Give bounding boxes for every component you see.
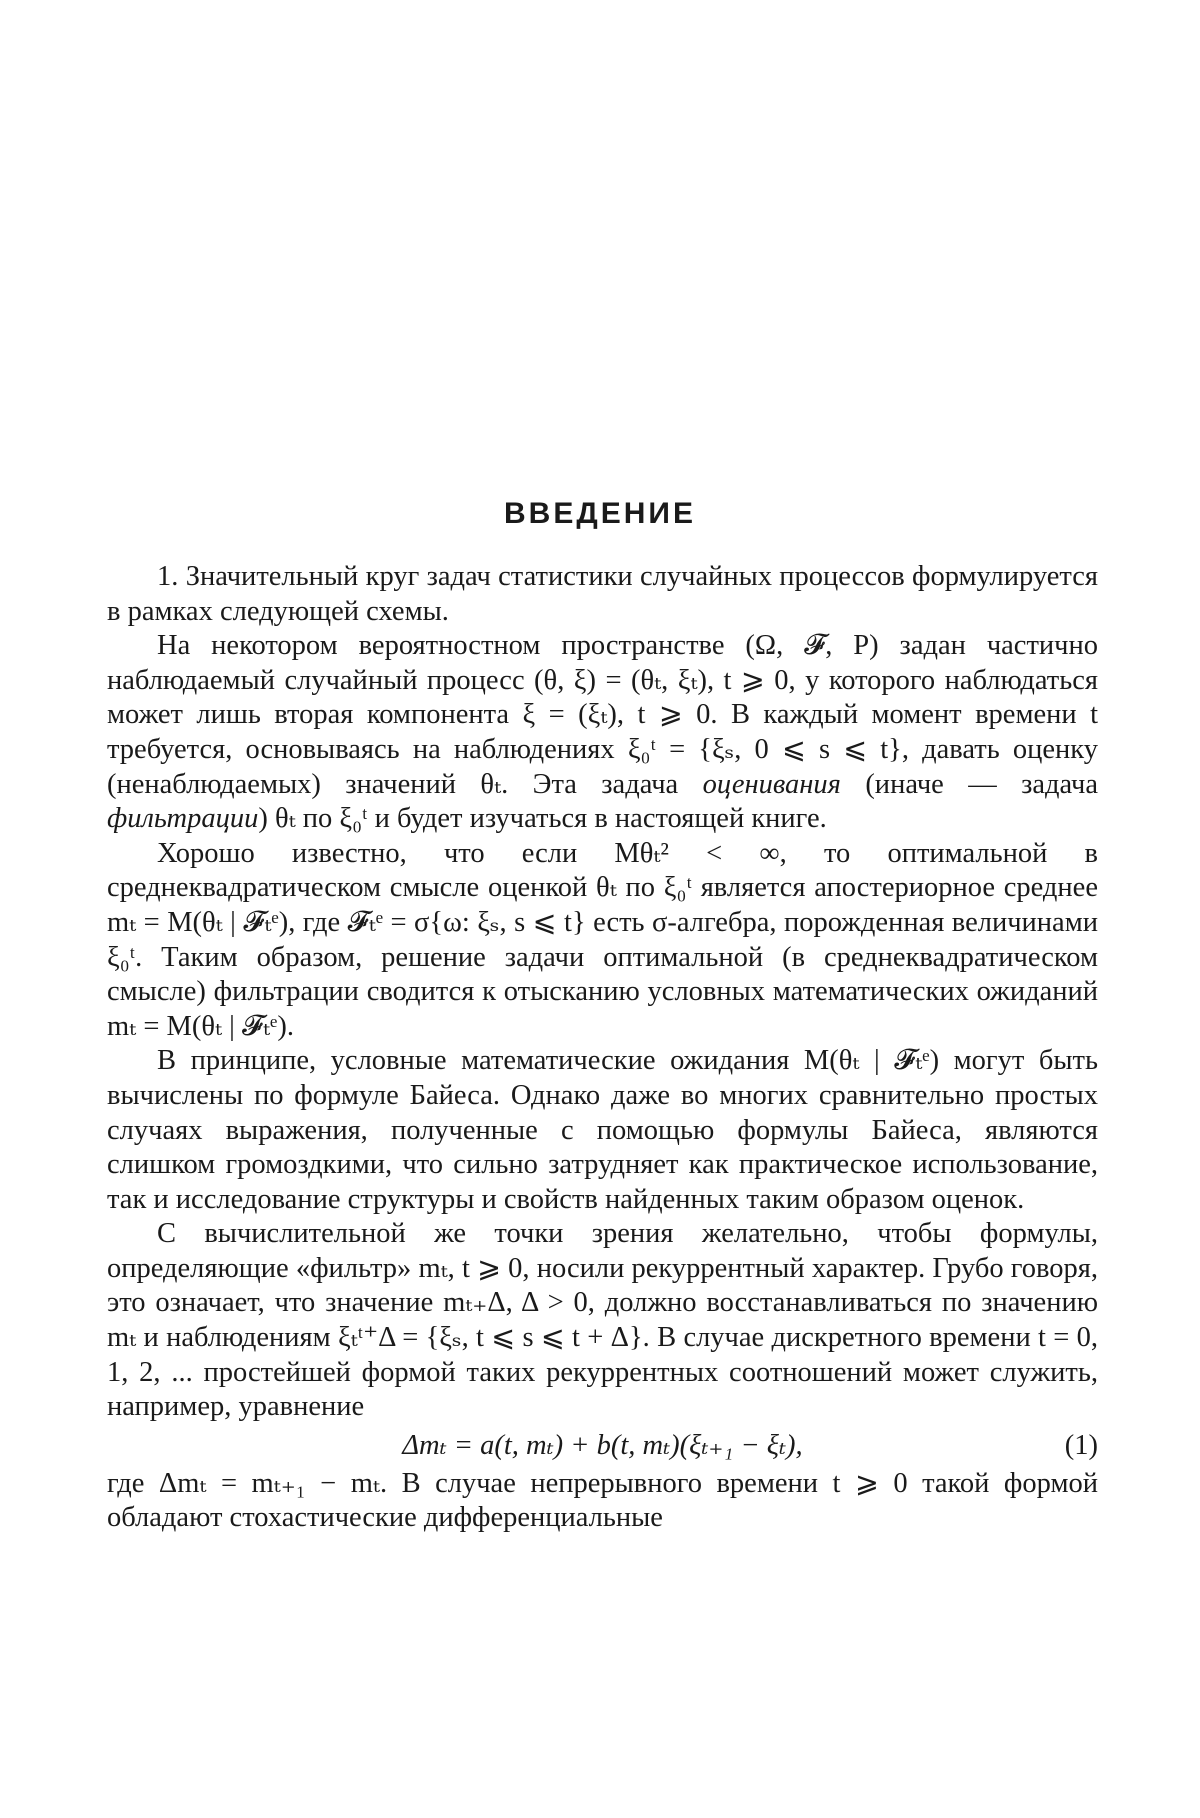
equation-body: Δmₜ = a(t, mₜ) + b(t, mₜ)(ξₜ₊₁ − ξₜ),: [402, 1429, 803, 1461]
paragraph-text: Хорошо известно, что если Mθₜ² < ∞, то оптимальной в среднеквадратическом смысле оценкой θₜ по ξ₀ᵗ является апостериорное среднее mₜ = M(θₜ | 𝓕ₜᵉ), где 𝓕ₜᵉ = σ{ω: ξₛ, s ⩽ t} есть σ-алгебра, порожденная величинами ξ₀ᵗ. Таким образом, решение задачи оптимальной (в среднеквадратическом смысле) фильтрации сводится к отысканию условных математических ожиданий mₜ = M(θₜ | 𝓕ₜᵉ).: [107, 837, 1098, 1042]
paragraph-1: [107, 560, 1098, 629]
paragraph-text: С вычислительной же точки зрения желательно, чтобы формулы, определяющие «фильтр» mₜ, t ⩾ 0, носили рекуррентный характер. Грубо говоря, это означает, что значение mₜ₊Δ, Δ > 0, должно восстанавливаться по значению mₜ и наблюдениям ξₜᵗ⁺Δ = {ξₛ, t ⩽ s ⩽ t + Δ}. В случае дискретного времени t = 0, 1, 2, ... простейшей формой таких рекуррентных соотношений может служить, например, уравнение: [107, 1218, 1098, 1423]
emphasis-term: оценивания: [702, 768, 841, 800]
paragraph-3: [107, 837, 1098, 1045]
paragraph-text: ) θₜ по ξ₀ᵗ и будет изучаться в настоящей книге.: [258, 803, 827, 835]
paragraph-text: где Δmₜ = mₜ₊₁ − mₜ. В случае непрерывного времени t ⩾ 0 такой формой обладают стохастические дифференциальные: [107, 1467, 1098, 1534]
paragraph-2: [107, 629, 1098, 837]
paragraph-4: [107, 1044, 1098, 1217]
equation-number: (1): [1064, 1429, 1098, 1461]
paragraph-text: На некотором вероятностном пространстве (Ω, 𝓕, P) задан частично наблюдаемый случайный процесс (θ, ξ) = (θₜ, ξₜ), t ⩾ 0, у которого наблюдаться может лишь вторая компонента ξ = (ξₜ), t ⩾ 0. В каждый момент времени t требуется, основываясь на наблюдениях ξ₀ᵗ = {ξₛ, 0 ⩽ s ⩽ t}, давать оценку (ненаблюдаемых) значений θₜ. Эта задача: [107, 630, 1098, 800]
equation-1: [107, 1429, 1098, 1465]
emphasis-term: фильтрации: [107, 803, 259, 835]
paragraph-text: (иначе — задача: [840, 768, 1099, 800]
paragraph-text: 1. Значительный круг задач статистики случайных процессов формулируется в рамках следующей схемы.: [107, 561, 1098, 627]
chapter-heading: ВВЕДЕНИЕ: [504, 497, 696, 530]
body-text: [107, 560, 1098, 1536]
closing-paragraph: [107, 1467, 1098, 1536]
paragraph-5: [107, 1217, 1098, 1425]
paragraph-text: В принципе, условные математические ожидания M(θₜ | 𝓕ₜᵉ) могут быть вычислены по формуле Байеса. Однако даже во многих сравнительно простых случаях выражения, полученные с помощью формулы Байеса, являются слишком громоздкими, что сильно затрудняет как практическое использование, так и исследование структуры и свойств найденных таким образом оценок.: [107, 1045, 1098, 1215]
